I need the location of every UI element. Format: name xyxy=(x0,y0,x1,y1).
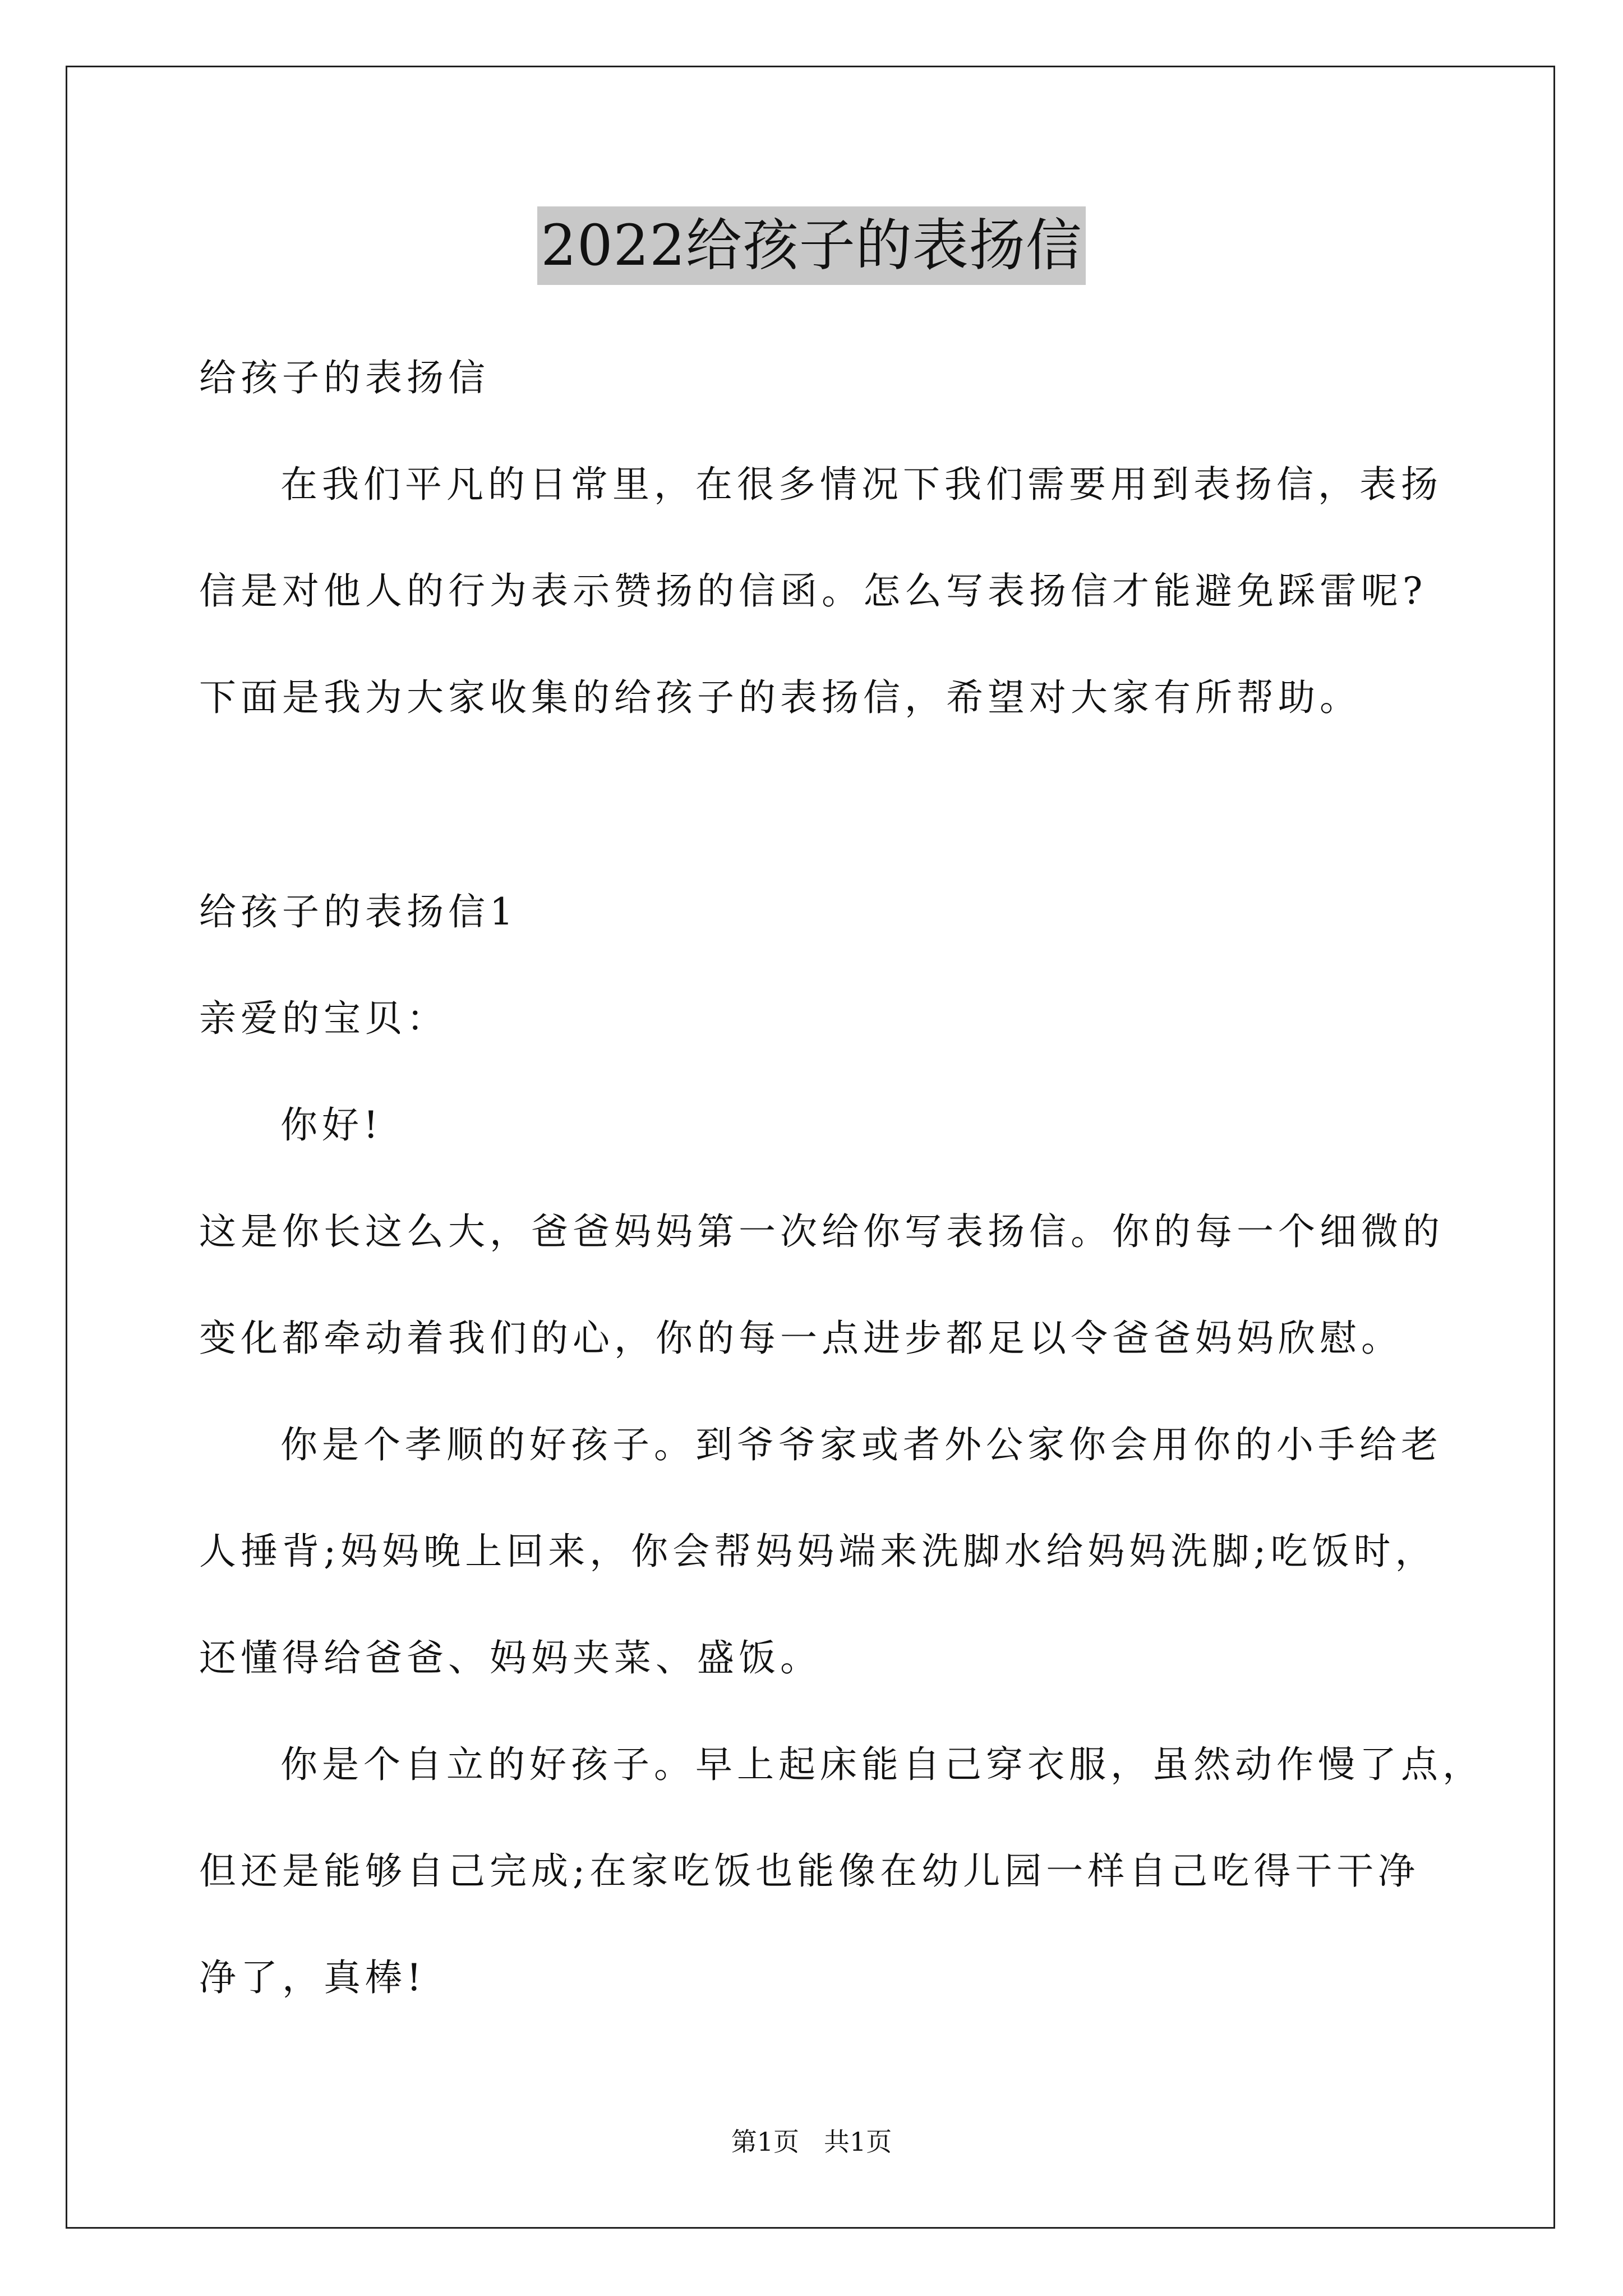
paragraph-line: 你是个自立的好孩子。早上起床能自己穿衣服，虽然动作慢了点， xyxy=(280,1743,1484,1786)
paragraph-line: 下面是我为大家收集的给孩子的表扬信，希望对大家有所帮助。 xyxy=(199,676,1361,719)
paragraph-line: 人捶背;妈妈晚上回来，你会帮妈妈端来洗脚水给妈妈洗脚;吃饭时， xyxy=(199,1530,1437,1573)
salutation: 亲爱的宝贝： xyxy=(199,997,448,1040)
paragraph-line: 但还是能够自己完成;在家吃饭也能像在幼儿园一样自己吃得干干净 xyxy=(199,1849,1420,1893)
page-count: 共1页 xyxy=(824,2127,892,2157)
title-container xyxy=(0,206,1623,285)
paragraph-line: 你是个孝顺的好孩子。到爷爷家或者外公家你会用你的小手给老 xyxy=(280,1423,1442,1466)
greeting: 你好! xyxy=(280,1103,383,1147)
page-number: 第1页 xyxy=(731,2127,799,2157)
section-heading: 给孩子的表扬信 xyxy=(199,356,490,399)
page-footer xyxy=(0,2125,1623,2159)
paragraph-line: 变化都牵动着我们的心，你的每一点进步都足以令爸爸妈妈欣慰。 xyxy=(199,1317,1403,1360)
paragraph-line: 还懂得给爸爸、妈妈夹菜、盛饭。 xyxy=(199,1636,822,1680)
paragraph-line: 净了，真棒! xyxy=(199,1956,426,1999)
paragraph-line: 信是对他人的行为表示赞扬的信函。怎么写表扬信才能避免踩雷呢? xyxy=(199,569,1427,613)
paragraph-line: 在我们平凡的日常里，在很多情况下我们需要用到表扬信，表扬 xyxy=(280,463,1442,506)
document-title: 2022给孩子的表扬信 xyxy=(537,206,1086,285)
letter-heading: 给孩子的表扬信1 xyxy=(199,890,518,933)
paragraph-line: 这是你长这么大，爸爸妈妈第一次给你写表扬信。你的每一个细微的 xyxy=(199,1210,1444,1253)
